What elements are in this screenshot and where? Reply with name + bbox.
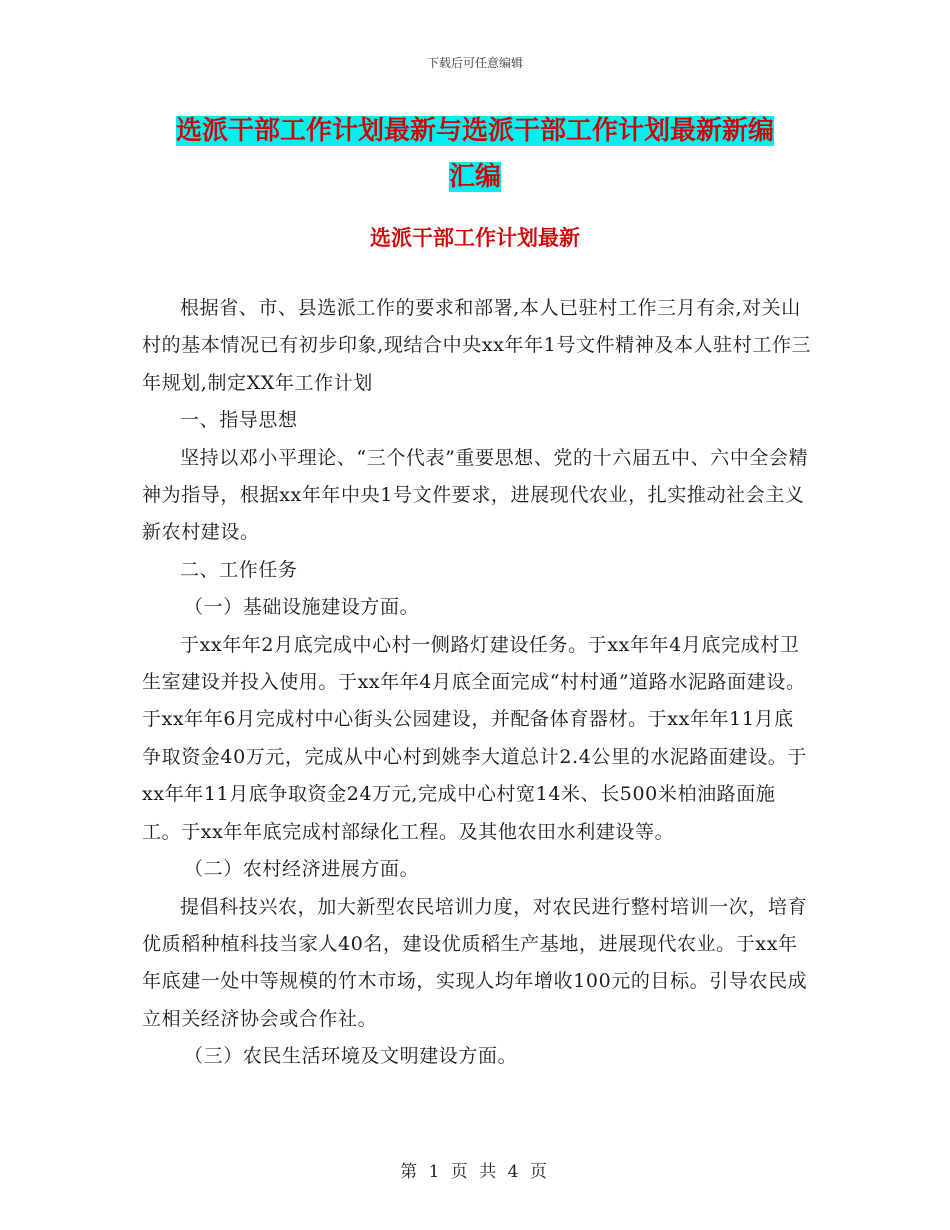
title-line-1: 选派干部工作计划最新与选派干部工作计划最新新编 [175, 116, 774, 146]
page-footer: 第 1 页 共 4 页 [400, 1162, 550, 1182]
subheading-infrastructure: （一）基础设施建设方面。 [184, 596, 420, 619]
paragraph-intro: 根据省、市、县选派工作的要求和部署,本人已驻村工作三月有余,对关山村的基本情况已有初步印象,现结合中央xx年年1号文件精神及本人驻村工作三年规划,制定XX年工作计划 [142, 297, 812, 394]
paragraph-infrastructure: 于xx年年2月底完成中心村一侧路灯建设任务。于xx年年4月底完成村卫生室建设并投入使用。于xx年年4月底全面完成“村村通”道路水泥路面建设。于xx年年6月完成村中心街头公园建设，并配备体育器材。于xx年年11月底争取资金40万元，完成从中心村到姚李大道总计2.4公里的水泥路面建设。于xx年年11月底争取资金24万元,完成中心村宽14米、长500米柏油路面施工。于xx年年底完成村部绿化工程。及其他农田水利建设等。 [142, 633, 807, 843]
document-body [142, 290, 812, 1076]
heading-work-tasks: 二、工作任务 [180, 558, 298, 581]
section-title: 选派干部工作计划最新 [370, 225, 580, 250]
subheading-living-environment: （三）农民生活环境及文明建设方面。 [184, 1045, 518, 1068]
title-line-2: 汇编 [448, 162, 501, 192]
heading-guiding-ideology: 一、指导思想 [180, 409, 298, 432]
subheading-rural-economy: （二）农村经济进展方面。 [184, 858, 420, 881]
header-note: 下载后可任意编辑 [426, 56, 523, 70]
paragraph-rural-economy: 提倡科技兴农，加大新型农民培训力度，对农民进行整村培训一次，培育优质稻种植科技当家人40名，建设优质稻生产基地，进展现代农业。于xx年年底建一处中等规模的竹木市场，实现人均年增收100元的目标。引导农民成立相关经济协会或合作社。 [142, 895, 808, 1030]
paragraph-guiding-ideology: 坚持以邓小平理论、“三个代表”重要思想、党的十六届五中、六中全会精神为指导，根据xx年年中央1号文件要求，进展现代农业，扎实推动社会主义新农村建设。 [142, 446, 809, 544]
document-title [140, 108, 810, 200]
